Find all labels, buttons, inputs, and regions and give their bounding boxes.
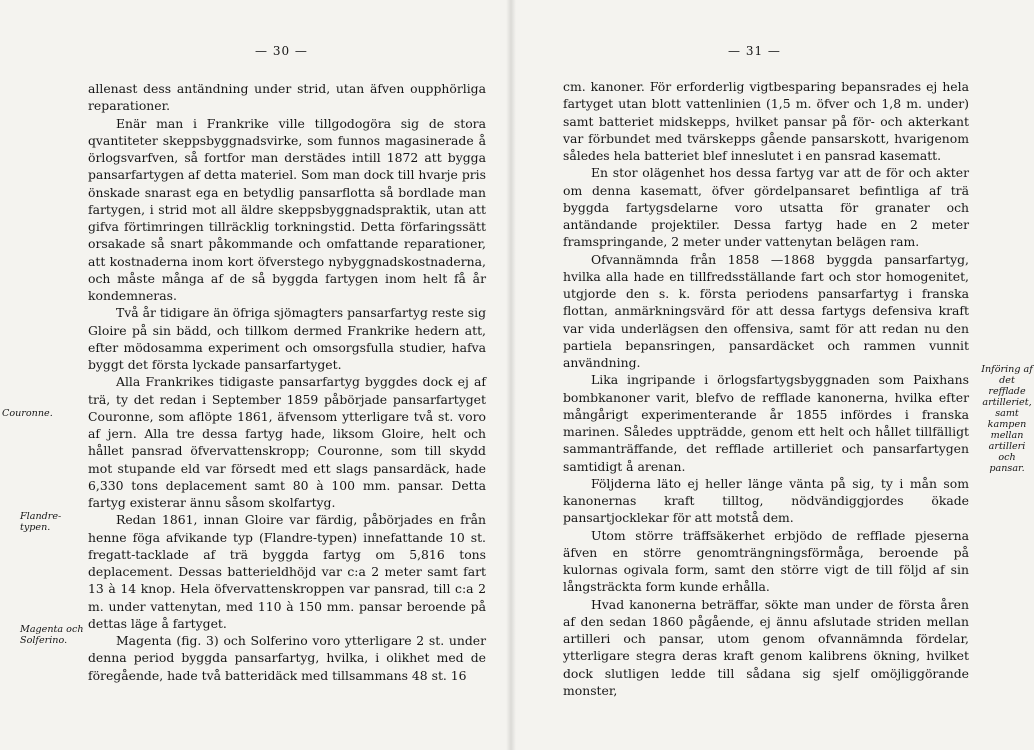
paragraph: Två år tidigare än öfriga sjömagters pansarfartyg reste sig Gloire på sin bädd, och tillkom dermed Frankrike hedern att, efter mödosamma experiment och omsorgsfulla studier, hafva byggt det första lyckade pansarfartyget.	[88, 305, 486, 372]
margin-note-flandre: Flandre-typen.	[20, 511, 62, 533]
paragraph: allenast dess antändning under strid, utan äfven oupphörliga reparationer.	[88, 81, 486, 114]
paragraph: cm. kanoner. För erforderlig vigtbesparing bepansrades ej hela fartyget utan blott vattenlinien (1,5 m. öfver och 1,8 m. under) samt batteriet midskepps, hvilket pansar på för- och akterkant var förbundet med tvärskepps gående pansarskott, hvarigenom således hela batteriet blef inneslutet i en pansrad kasematt.	[563, 79, 969, 163]
margin-note-couronne: Couronne.	[2, 408, 53, 419]
page-number-left: — 30 —	[255, 44, 308, 58]
left-body-text	[88, 80, 486, 684]
margin-note-inforing: Införing af det refflade artilleriet, samt kampen mellan artilleri och pansar.	[981, 364, 1033, 474]
paragraph: Alla Frankrikes tidigaste pansarfartyg byggdes dock ej af trä, ty det redan i September 1859 påbörjade pansarfartyget Couronne, som aflöpte 1861, äfvensom ytterligare två st. voro af jern. Alla tre dessa fartyg hade, liksom Gloire, helt och hållet pansrad öfvervattenskropp; Couronne, som till skydd mot stupande eld var försedt med ett slags pansardäck, hade 6,330 tons deplacement samt 80 à 100 mm. pansar. Detta fartyg existerar ännu såsom skolfartyg.	[88, 374, 486, 510]
paragraph: Utom större träffsäkerhet erbjödo de refflade pjeserna äfven en större genomträngningsförmåga, beroende på kulornas ogivala form, samt den större vigt de till följd af sin långsträckta form kunde erhålla.	[563, 527, 969, 595]
paragraph: Hvad kanonerna beträffar, sökte man under de första åren af den sedan 1860 pågående, ej ännu afslutade striden mellan artilleri och pansar, utom genom ofvannämnda fördelar, ytterligare stegra deras kraft genom kalibrens ökning, hvilket dock slutligen ledde till sådana sig sjelf omöjliggörande monster,	[563, 596, 969, 698]
paragraph: Lika ingripande i örlogsfartygsbyggnaden som Paixhans bombkanoner varit, blefvo de refflade kanonerna, hvilka efter mångårigt experimenterande år 1855 infördes i franska marinen. Således uppträdde, genom ett helt och hållet tillfälligt sammanträffande, det refflade artilleriet och pansarfartygen samtidigt å arenan.	[563, 372, 969, 474]
left-page	[0, 0, 510, 750]
paragraph: Ofvannämnda från 1858 —1868 byggda pansarfartyg, hvilka alla hade en tillfredsställande fart och stor homogenitet, utgjorde den s. k. första periodens pansarfartyg i franska flottan, anmärkningsvärd för att dessa fartygs defensiva kraft var vida underlägsen den offensiva, samt för att redan nu den partiela bepansringen, pansardäcket och rammen vunnit användning.	[563, 251, 969, 370]
paragraph: Enär man i Frankrike ville tillgodogöra sig de stora qvantiteter skeppsbyggnadsvirke, som funnos magasinerade å örlogsvarfven, så fortfor man derstädes intill 1872 att bygga pansarfartygen af detta materiel. Som man dock till hvarje pris önskade snarast ega en betydlig pansarflotta så bordlade man fartygen, i strid mot all äldre skeppsbyggnadspraktik, utan att gifva förtimringen tillräcklig torkningstid. Detta förfaringssätt orsakade så snart påkommande och omfattande reparationer, att kostnaderna inom kort öfverstego nybyggnadskostnaderna, och måste många af de så byggda fartygen inom helt få år kondemneras.	[88, 115, 486, 303]
paragraph: Redan 1861, innan Gloire var färdig, påbörjades en från henne föga afvikande typ (Flandre-typen) innefattande 10 st. fregatt-tacklade af trä byggda fartyg om 5,816 tons deplacement. Dessas batterieldhöjd var c:a 2 meter samt fart 13 à 14 knop. Hela öfvervattenskroppen var pansrad, till c:a 2 m. under vattenytan, med 110 à 150 mm. pansar beroende på dettas läge å fartyget.	[88, 512, 486, 631]
page-number-right: — 31 —	[728, 44, 781, 58]
margin-note-magenta: Magenta och Solferino.	[20, 624, 84, 646]
right-body-text	[563, 78, 969, 699]
paragraph: Följderna läto ej heller länge vänta på sig, ty i mån som kanonernas kraft tilltog, nödvändiggjordes ökade pansartjocklekar för att motstå dem.	[563, 475, 969, 526]
paragraph: En stor olägenhet hos dessa fartyg var att de för och akter om denna kasematt, öfver gördelpansaret befintliga af trä byggda fartygsdelarne voro utsatta för granater och antändande projektiler. Dessa fartyg hade en 2 meter framspringande, 2 meter under vattenytan belägen ram.	[563, 165, 969, 250]
paragraph: Magenta (fig. 3) och Solferino voro ytterligare 2 st. under denna period byggda pansarfartyg, hvilka, i olikhet med de föregående, hade två batteridäck med tillsammans 48 st. 16	[88, 633, 486, 683]
right-page	[514, 0, 1033, 750]
